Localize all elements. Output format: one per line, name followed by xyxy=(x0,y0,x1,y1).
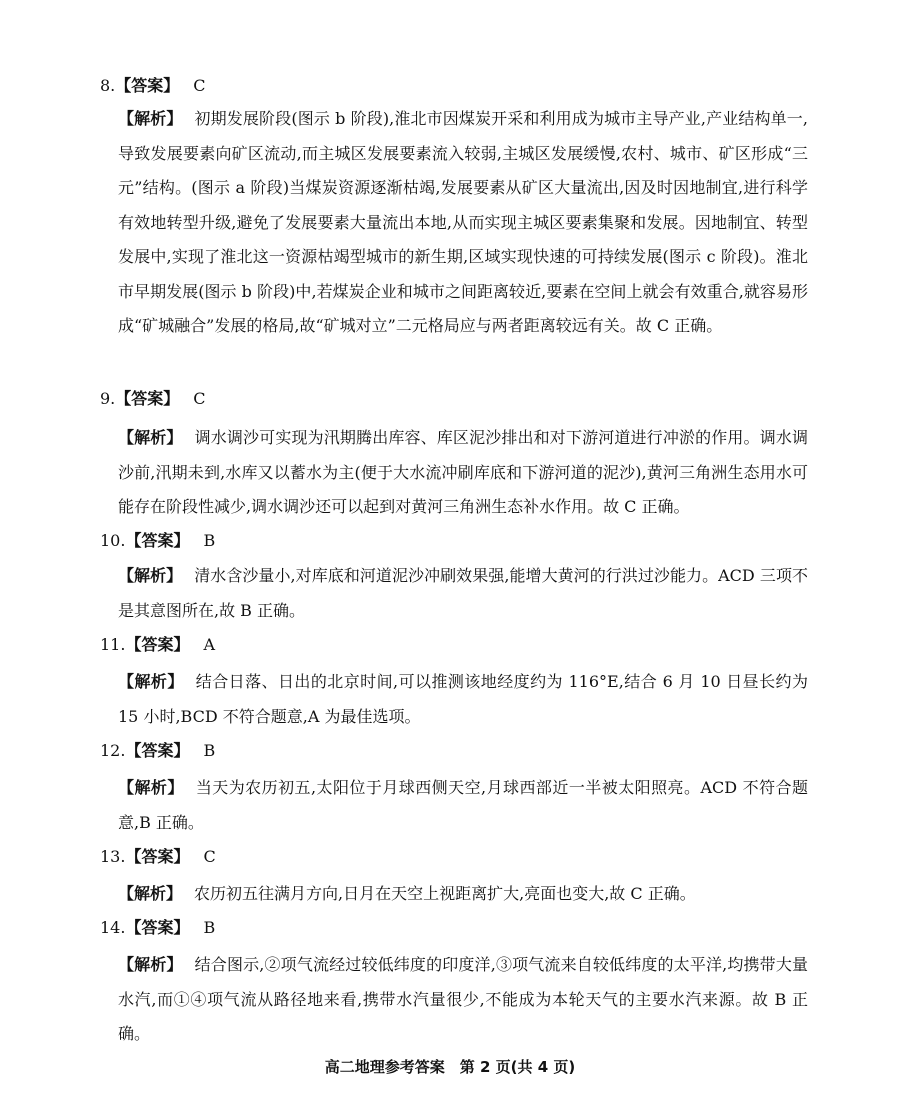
analysis-text: 清水含沙量小,对库底和河道泥沙冲刷效果强,能增大黄河的行洪过沙能力。ACD 三项不是其意图所在,故 B 正确。 xyxy=(118,566,808,620)
answer-tag: 【答案】 xyxy=(125,918,190,937)
analysis-tag: 【解析】 xyxy=(118,428,183,447)
question-8-answer-line xyxy=(100,76,206,96)
question-9-answer-line xyxy=(100,389,206,409)
analysis-text: 农历初五往满月方向,日月在天空上视距离扩大,亮面也变大,故 C 正确。 xyxy=(194,884,696,903)
analysis-tag: 【解析】 xyxy=(118,109,183,128)
answer-value: C xyxy=(203,847,216,866)
question-12-answer-line xyxy=(100,741,215,761)
question-number: 8. xyxy=(100,76,116,95)
question-number: 13. xyxy=(100,847,126,866)
question-11-analysis xyxy=(118,665,808,734)
question-8-analysis xyxy=(118,102,808,344)
question-14-answer-line xyxy=(100,918,215,938)
analysis-tag: 【解析】 xyxy=(118,884,183,903)
answer-tag: 【答案】 xyxy=(125,635,190,654)
question-11-answer-line xyxy=(100,635,215,655)
question-number: 9. xyxy=(100,389,116,408)
answer-tag: 【答案】 xyxy=(125,531,190,550)
question-13-answer-line xyxy=(100,847,216,867)
analysis-text: 结合日落、日出的北京时间,可以推测该地经度约为 116°E,结合 6 月 10 日昼长约为 15 小时,BCD 不符合题意,A 为最佳选项。 xyxy=(118,672,808,726)
answer-value: C xyxy=(193,76,206,95)
question-14-analysis xyxy=(118,948,808,1052)
answer-tag: 【答案】 xyxy=(125,847,190,866)
answer-tag: 【答案】 xyxy=(115,389,180,408)
analysis-text: 结合图示,②项气流经过较低纬度的印度洋,③项气流来自较低纬度的太平洋,均携带大量水汽,而①④项气流从路径地来看,携带水汽量很少,不能成为本轮天气的主要水汽来源。故 B 正确。 xyxy=(118,955,808,1043)
answer-tag: 【答案】 xyxy=(125,741,190,760)
question-9-analysis xyxy=(118,421,808,525)
question-10-analysis xyxy=(118,559,808,628)
question-number: 12. xyxy=(100,741,126,760)
answer-value: B xyxy=(203,918,216,937)
question-number: 11. xyxy=(100,635,126,654)
question-number: 14. xyxy=(100,918,126,937)
answer-value: C xyxy=(193,389,206,408)
analysis-text: 初期发展阶段(图示 b 阶段),淮北市因煤炭开采和利用成为城市主导产业,产业结构单一,导致发展要素向矿区流动,而主城区发展要素流入较弱,主城区发展缓慢,农村、城市、矿区形成“三元”结构。(图示 a 阶段)当煤炭资源逐渐枯竭,发展要素从矿区大量流出,因及时因地制宜,进行科学有效地转型升级,避免了发展要素大量流出本地,从而实现主城区要素集聚和发展。因地制宜、转型发展中,实现了淮北这一资源枯竭型城市的新生期,区域实现快速的可持续发展(图示 c 阶段)。淮北市早期发展(图示 b 阶段)中,若煤炭企业和城市之间距离较近,要素在空间上就会有效重合,就容易形成“矿城融合”发展的格局,故“矿城对立”二元格局应与两者距离较远有关。故 C 正确。 xyxy=(118,109,808,335)
answer-tag: 【答案】 xyxy=(115,76,180,95)
answer-value: A xyxy=(203,635,216,654)
analysis-tag: 【解析】 xyxy=(118,566,183,585)
analysis-text: 当天为农历初五,太阳位于月球西侧天空,月球西部近一半被太阳照亮。ACD 不符合题意,B 正确。 xyxy=(118,778,808,832)
analysis-tag: 【解析】 xyxy=(118,955,183,974)
analysis-tag: 【解析】 xyxy=(118,672,184,691)
question-number: 10. xyxy=(100,531,126,550)
question-12-analysis xyxy=(118,771,808,840)
page-footer: 高二地理参考答案 第 2 页(共 4 页) xyxy=(324,1058,576,1076)
answer-value: B xyxy=(203,531,216,550)
analysis-tag: 【解析】 xyxy=(118,778,184,797)
analysis-text: 调水调沙可实现为汛期腾出库容、库区泥沙排出和对下游河道进行冲淤的作用。调水调沙前,汛期未到,水库又以蓄水为主(便于大水流冲刷库底和下游河道的泥沙),黄河三角洲生态用水可能存在阶段性减少,调水调沙还可以起到对黄河三角洲生态补水作用。故 C 正确。 xyxy=(118,428,808,516)
question-10-answer-line xyxy=(100,531,215,551)
answer-value: B xyxy=(203,741,216,760)
question-13-analysis xyxy=(118,877,808,912)
